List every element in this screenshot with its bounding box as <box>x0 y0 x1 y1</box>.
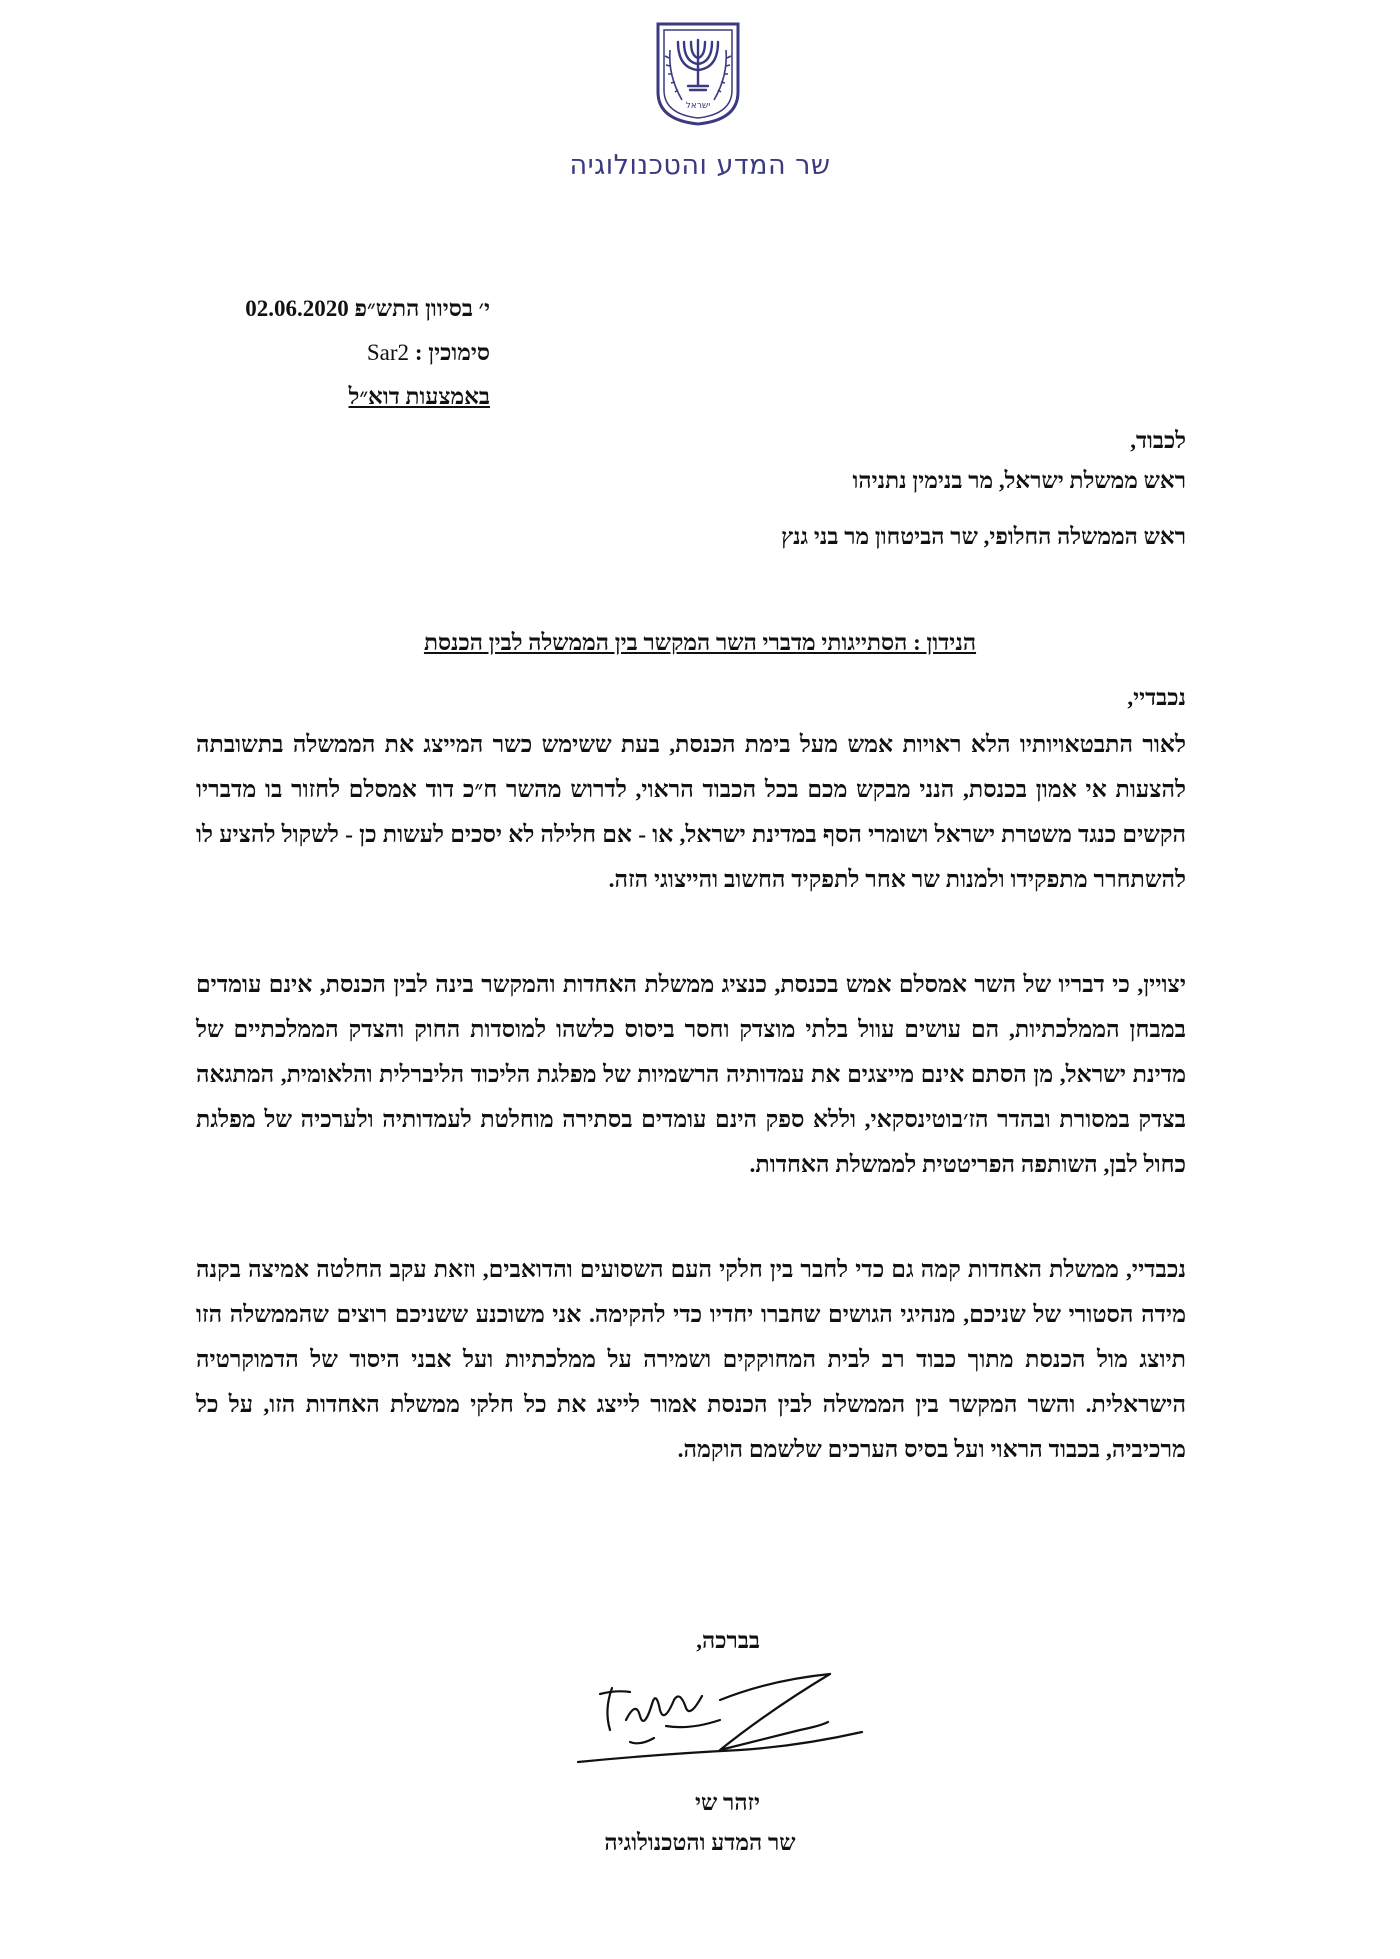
reference-line <box>367 340 490 366</box>
signer-name: יזהר שי <box>694 1790 760 1815</box>
addressee-greeting: לכבוד, <box>1130 428 1186 453</box>
reference-value: Sar2 <box>366 340 410 365</box>
letter-date: י׳ בסיוון התש״פ 02.06.2020 <box>245 296 490 321</box>
salutation: נכבדיי, <box>1127 685 1186 710</box>
body-paragraph: יצויין, כי דבריו של השר אמסלם אמש בכנסת, כנציג ממשלת האחדות והמקשר בינה לבין הכנסת, אינם עומדים במבחן הממלכתיות, הם עושים עוול בלתי מוצדק וחסר ביסוס כלשהו למוסדות החוק והצדק הממלכתיים של מדינת ישראל, מן הסתם אינם מייצגים את עמדותיה הרשמיות של מפלגת הליכוד הליברלית והלאומית, המתגאה בצדק במסורת ובהדר הז׳בוטינסקאי, וללא ספק הינם עומדים בסתירה מוחלטת לעמדותיה ולערכיה של מפלגת כחול לבן, השותפה הפריטטית לממשלת האחדות. <box>196 972 1186 1178</box>
addressee-line-1: ראש ממשלת ישראל, מר בנימין נתניהו <box>852 468 1186 493</box>
emblem-text: ישראל <box>685 101 711 111</box>
addressee-line-2: ראש הממשלה החלופי, שר הביטחון מר בני גנץ <box>781 524 1186 549</box>
letter-subject: הנידון : הסתייגותי מדברי השר המקשר בין הממשלה לבין הכנסת <box>423 630 977 655</box>
closing: בברכה, <box>696 1628 760 1653</box>
body-paragraph: נכבדיי, ממשלת האחדות קמה גם כדי לחבר בין חלקי העם השסועים והדואבים, וזאת עקב החלטה אמיצה בקנה מידה הסטורי של שניכם, מנהיגי הגושים שחברו יחדיו כדי להקימה. אני משוכנע ששניכם רוצים שהממשלה הזו תיוצג מול הכנסת מתוך כבוד רב לבית המחוקקים ושמירה על ממלכתיות ועל אבני היסוד של הדמוקרטיה הישראלית. והשר המקשר בין הממשלה לבין הכנסת אמור לייצג את כל חלקי ממשלת האחדות הזו, על כל מרכיביה, בכבוד הראוי ועל בסיס הערכים שלשמם הוקמה. <box>196 1257 1186 1463</box>
handwritten-signature <box>570 1660 870 1770</box>
signer-title: שר המדע והטכנולוגיה <box>604 1830 796 1855</box>
ministry-header: שר המדע והטכנולוגיה <box>569 150 831 181</box>
body-paragraph: לאור התבטאויותיו הלא ראויות אמש מעל בימת הכנסת, בעת ששימש כשר המייצג את הממשלה בתשובתה להצעות אי אמון בכנסת, הנני מבקש מכם בכל הכבוד הראוי, לדרוש מהשר ח״כ דוד אמסלם לחזור בו מדבריו הקשים כנגד משטרת ישראל ושומרי הסף במדינת ישראל, או - אם חלילה לא יסכים לעשות כן - לשקול להציע לו להשתחרר מתפקידו ולמנות שר אחר לתפקיד החשוב והייצוגי הזה. <box>196 732 1186 893</box>
delivery-method: באמצעות דוא״ל <box>348 384 490 409</box>
reference-label: סימוכין : <box>414 340 490 365</box>
state-emblem-icon <box>652 20 744 128</box>
